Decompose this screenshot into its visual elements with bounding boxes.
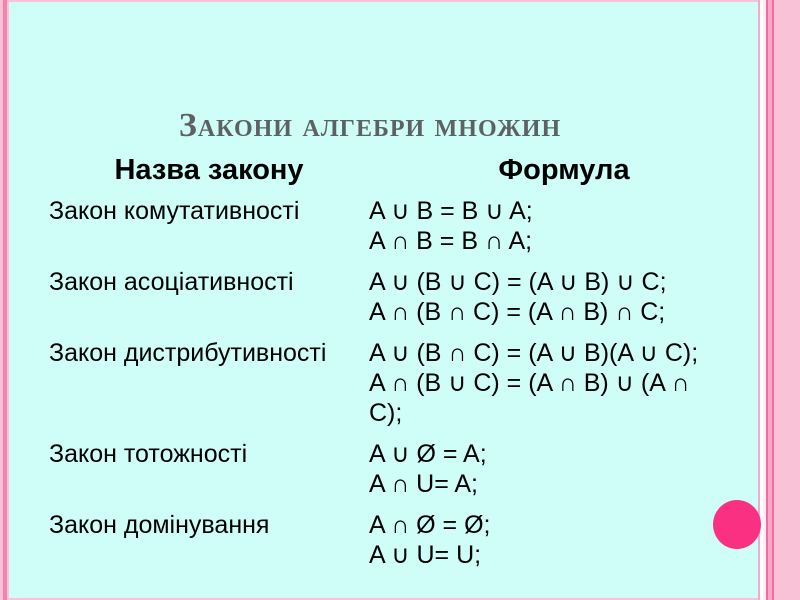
formula-line: A ∪ B = B ∪ A; — [369, 197, 533, 225]
law-formulas — [369, 338, 759, 428]
formula-line: A ∩ U= A; — [369, 470, 478, 498]
law-name: Закон тотожності — [49, 440, 248, 468]
formula-line: A ∩ (B ∪ C) = (A ∩ B) ∪ (A ∩ — [369, 369, 690, 397]
formula-line: A ∪ Ø = A; — [369, 440, 487, 468]
formula-line: A ∪ U= U; — [369, 541, 482, 569]
table-header-row — [49, 152, 759, 188]
formula-line: A ∩ B = B ∩ A; — [369, 227, 533, 255]
law-name: Закон дистрибутивності — [49, 339, 327, 367]
formula-line: A ∩ (B ∩ C) = (A ∩ B) ∩ C; — [369, 298, 666, 326]
table-row — [49, 439, 759, 499]
table-row — [49, 196, 759, 256]
law-formulas — [369, 267, 759, 327]
column-header-formula: Формула — [498, 154, 630, 186]
law-formulas — [369, 196, 759, 256]
formula-line: C); — [369, 399, 403, 427]
law-formulas — [369, 510, 759, 570]
column-header-law-name: Назва закону — [114, 154, 304, 186]
formula-line: A ∩ Ø = Ø; — [369, 511, 491, 539]
pink-circle-decoration — [713, 500, 761, 549]
table-row — [49, 510, 759, 570]
law-formulas — [369, 439, 759, 499]
law-name: Закон комутативності — [49, 197, 300, 225]
slide-title: Закони алгебри множин — [178, 106, 562, 144]
left-border-stripe — [3, 0, 7, 600]
formula-line: A ∪ (B ∪ C) = (A ∪ B) ∪ C; — [369, 268, 667, 296]
laws-table — [49, 152, 759, 581]
formula-line: A ∪ (B ∩ C) = (A ∪ B)(A ∪ C); — [369, 339, 699, 367]
law-name: Закон асоціативності — [49, 268, 294, 296]
law-name: Закон домінування — [49, 511, 270, 539]
right-border-stripe — [772, 0, 774, 600]
table-row — [49, 338, 759, 428]
table-row — [49, 267, 759, 327]
